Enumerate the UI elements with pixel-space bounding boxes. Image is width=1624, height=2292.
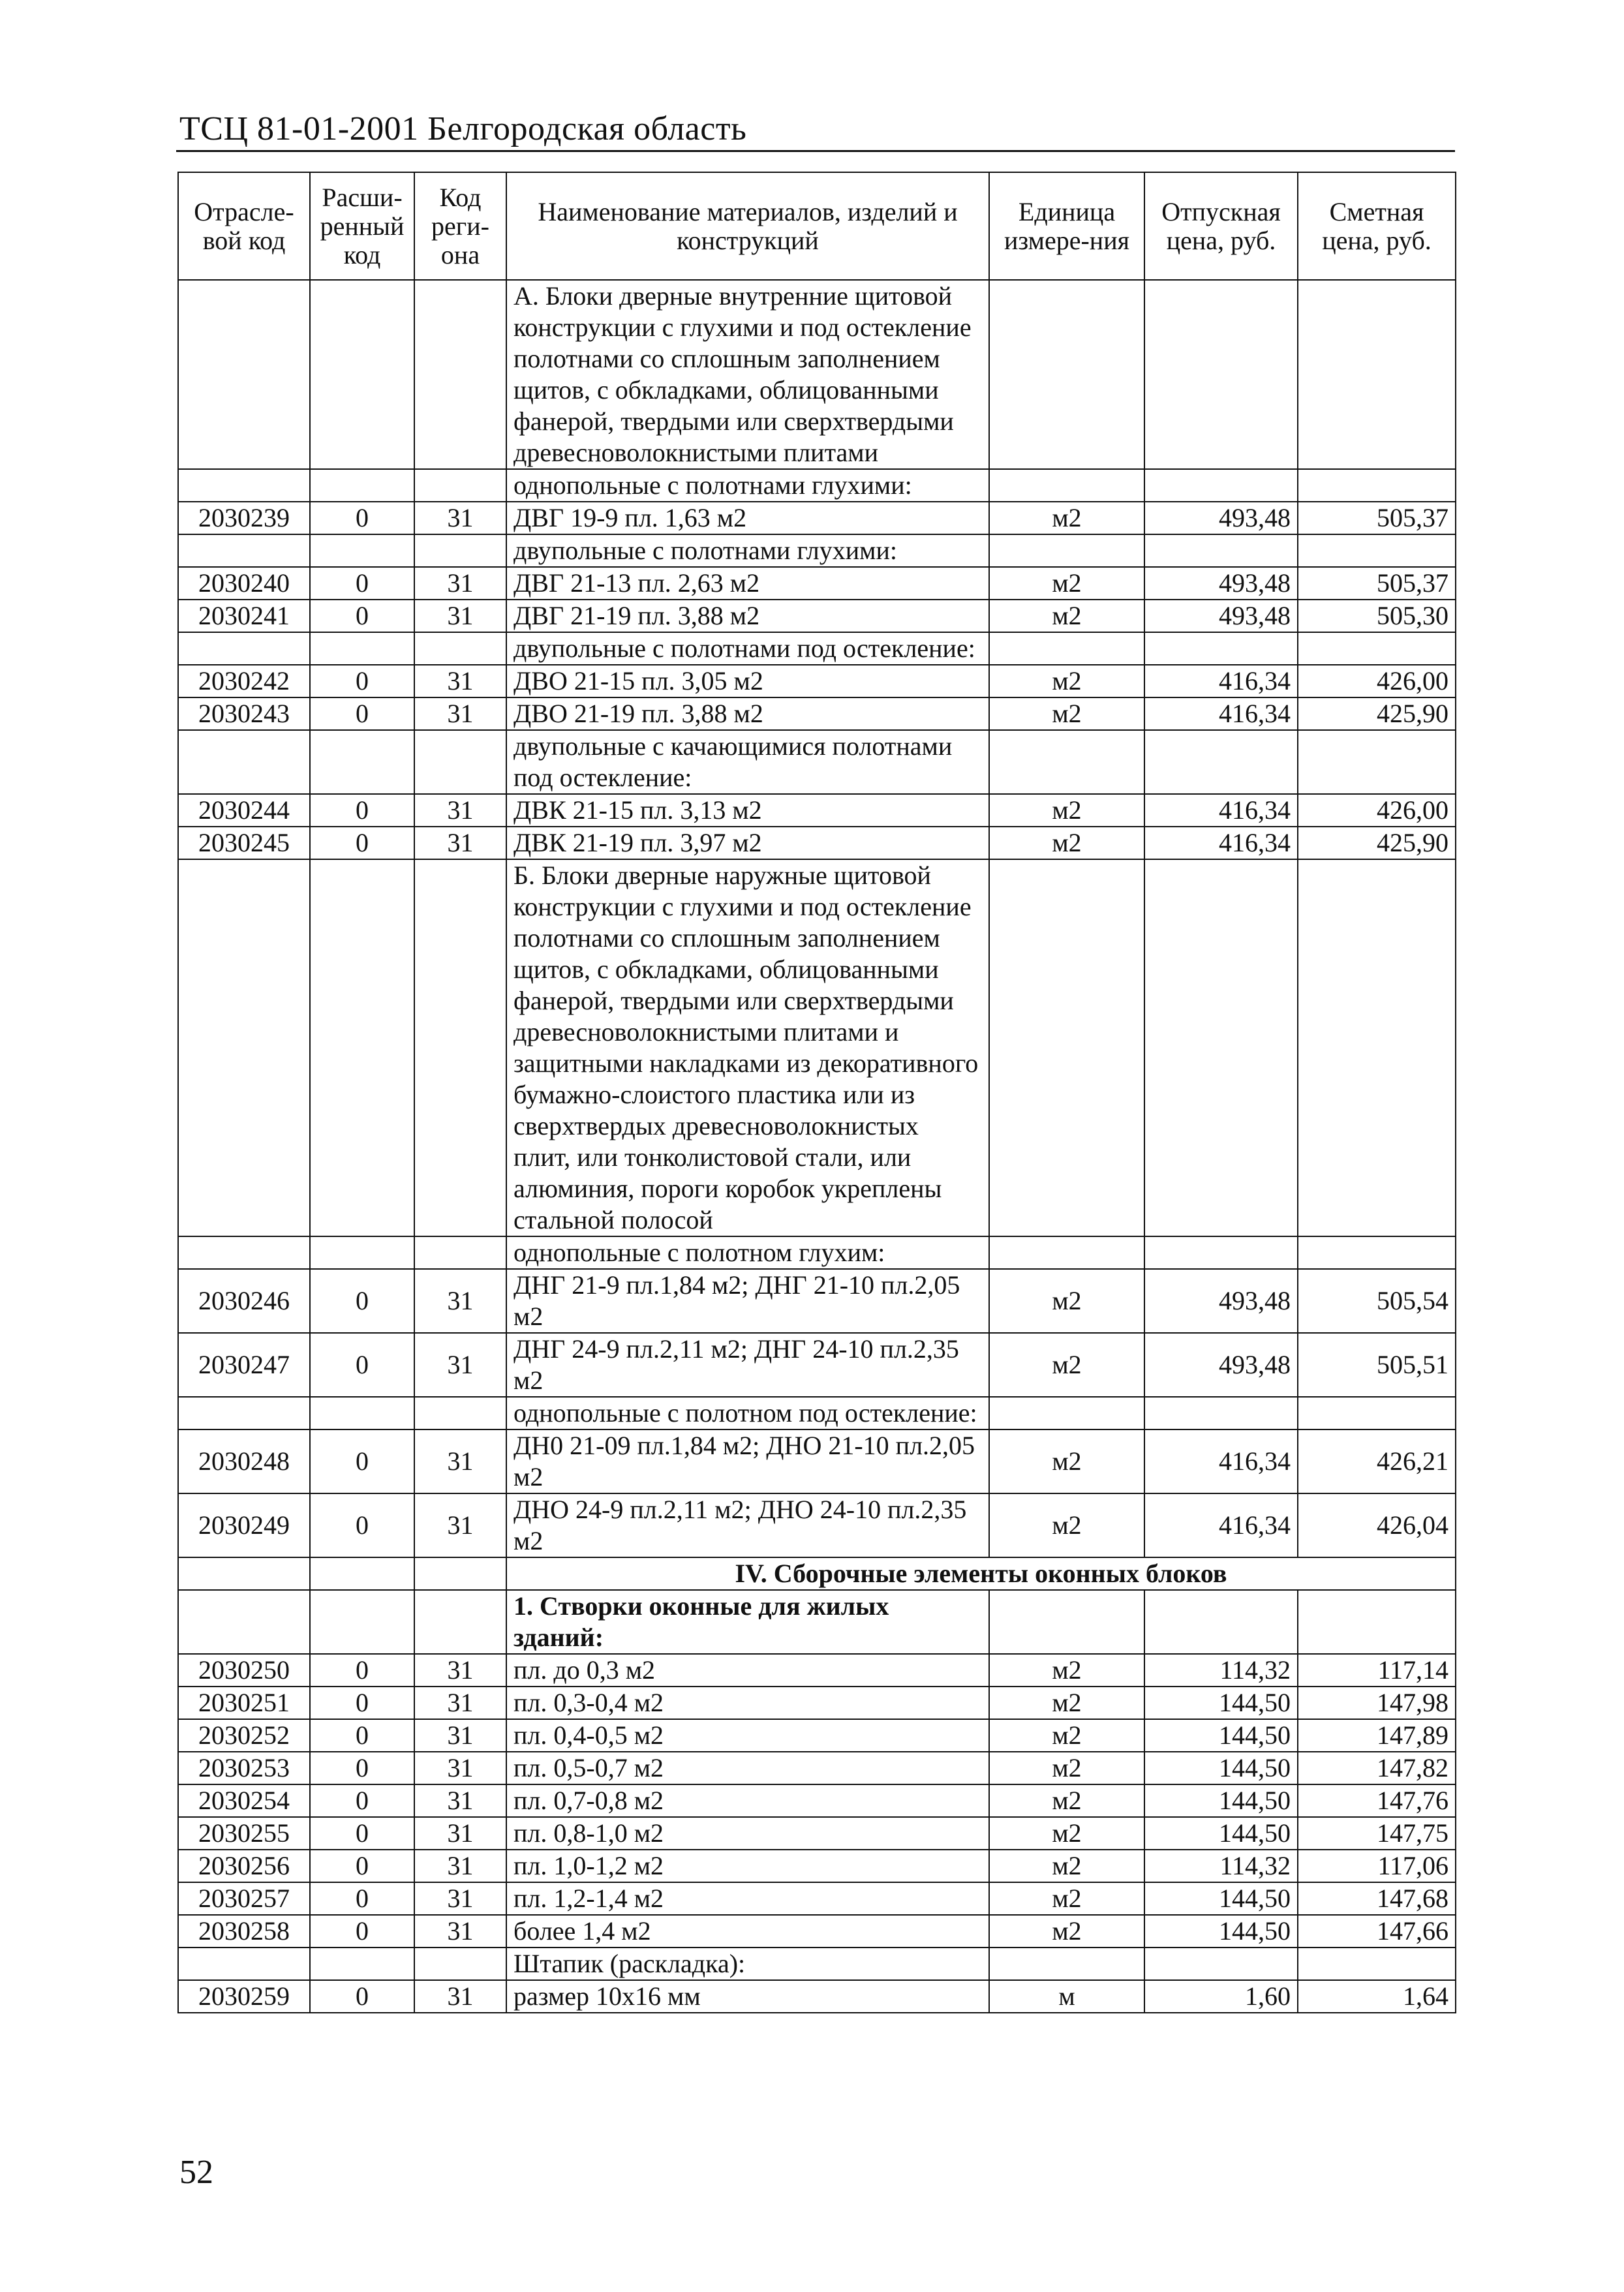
empty-cell: [178, 469, 310, 502]
cell-unit: м2: [989, 1882, 1144, 1915]
table-row: [178, 827, 1456, 859]
empty-cell: [310, 280, 414, 469]
cell-release-price: 493,48: [1144, 600, 1298, 632]
chapter-title: IV. Сборочные элементы оконных блоков: [506, 1557, 1456, 1590]
cell-ext-code: 0: [310, 1784, 414, 1817]
table-row: [178, 567, 1456, 600]
cell-region-code: 31: [414, 1719, 506, 1752]
cell-release-price: 416,34: [1144, 665, 1298, 697]
cell-unit: м2: [989, 1719, 1144, 1752]
table-row: [178, 1784, 1456, 1817]
cell-ext-code: 0: [310, 1817, 414, 1850]
cell-name: ДВО 21-15 пл. 3,05 м2: [506, 665, 989, 697]
cell-code: 2030239: [178, 502, 310, 534]
empty-cell: [1144, 730, 1298, 794]
empty-cell: [414, 534, 506, 567]
cell-estimate-price: 505,54: [1298, 1269, 1456, 1333]
cell-name: пл. 0,7-0,8 м2: [506, 1784, 989, 1817]
cell-unit: м: [989, 1980, 1144, 2013]
table-row: [178, 665, 1456, 697]
empty-cell: [414, 859, 506, 1236]
cell-estimate-price: 505,37: [1298, 567, 1456, 600]
group-title: двупольные с полотнами под остекление:: [506, 632, 989, 665]
cell-region-code: 31: [414, 1333, 506, 1397]
empty-cell: [178, 1397, 310, 1429]
empty-cell: [310, 1590, 414, 1654]
empty-cell: [1144, 534, 1298, 567]
table-row: [178, 1687, 1456, 1719]
empty-cell: [1298, 859, 1456, 1236]
cell-ext-code: 0: [310, 1269, 414, 1333]
cell-unit: м2: [989, 567, 1144, 600]
empty-cell: [310, 632, 414, 665]
empty-cell: [989, 534, 1144, 567]
cell-release-price: 416,34: [1144, 794, 1298, 827]
empty-cell: [414, 632, 506, 665]
cell-ext-code: 0: [310, 1882, 414, 1915]
cell-release-price: 144,50: [1144, 1784, 1298, 1817]
cell-region-code: 31: [414, 1882, 506, 1915]
cell-code: 2030241: [178, 600, 310, 632]
col-header-name: Наименование материалов, изделий и конструкций: [506, 172, 989, 280]
group-title: Штапик (раскладка):: [506, 1948, 989, 1980]
cell-name: пл. 0,3-0,4 м2: [506, 1687, 989, 1719]
table-row: [178, 600, 1456, 632]
empty-cell: [310, 1557, 414, 1590]
cell-name: ДВО 21-19 пл. 3,88 м2: [506, 697, 989, 730]
cell-ext-code: 0: [310, 1850, 414, 1882]
cell-release-price: 144,50: [1144, 1817, 1298, 1850]
table-body: [178, 280, 1456, 2013]
table-row: [178, 1719, 1456, 1752]
table-row: [178, 1850, 1456, 1882]
empty-cell: [310, 1948, 414, 1980]
empty-cell: [414, 730, 506, 794]
col-header-unit: Единица измере-ния: [989, 172, 1144, 280]
empty-cell: [178, 730, 310, 794]
cell-estimate-price: 426,00: [1298, 665, 1456, 697]
empty-cell: [178, 1590, 310, 1654]
cell-region-code: 31: [414, 1817, 506, 1850]
cell-name: ДВГ 21-13 пл. 2,63 м2: [506, 567, 989, 600]
cell-estimate-price: 425,90: [1298, 697, 1456, 730]
cell-region-code: 31: [414, 567, 506, 600]
empty-cell: [1298, 280, 1456, 469]
cell-estimate-price: 117,06: [1298, 1850, 1456, 1882]
page-number: 52: [179, 2154, 213, 2191]
cell-unit: м2: [989, 1269, 1144, 1333]
col-header-estimate-price: Сметная цена, руб.: [1298, 172, 1456, 280]
empty-cell: [310, 859, 414, 1236]
cell-name: более 1,4 м2: [506, 1915, 989, 1948]
cell-code: 2030259: [178, 1980, 310, 2013]
cell-region-code: 31: [414, 1269, 506, 1333]
group-title: однопольные с полотнами глухими:: [506, 469, 989, 502]
cell-code: 2030242: [178, 665, 310, 697]
col-header-ext: Расши-ренный код: [310, 172, 414, 280]
table-row: [178, 1429, 1456, 1493]
empty-cell: [989, 632, 1144, 665]
cell-estimate-price: 505,37: [1298, 502, 1456, 534]
cell-region-code: 31: [414, 697, 506, 730]
cell-ext-code: 0: [310, 1687, 414, 1719]
group-row: [178, 1948, 1456, 1980]
cell-ext-code: 0: [310, 1333, 414, 1397]
cell-release-price: 493,48: [1144, 1333, 1298, 1397]
empty-cell: [1144, 632, 1298, 665]
cell-code: 2030252: [178, 1719, 310, 1752]
empty-cell: [178, 1236, 310, 1269]
cell-code: 2030254: [178, 1784, 310, 1817]
empty-cell: [310, 730, 414, 794]
table-row: [178, 1817, 1456, 1850]
cell-estimate-price: 147,76: [1298, 1784, 1456, 1817]
header-rule: [176, 150, 1455, 152]
empty-cell: [310, 469, 414, 502]
cell-unit: м2: [989, 1429, 1144, 1493]
section-row: [178, 280, 1456, 469]
cell-region-code: 31: [414, 1687, 506, 1719]
cell-code: 2030255: [178, 1817, 310, 1850]
empty-cell: [989, 469, 1144, 502]
cell-ext-code: 0: [310, 1752, 414, 1784]
empty-cell: [414, 469, 506, 502]
chapter-row: [178, 1557, 1456, 1590]
table-row: [178, 1752, 1456, 1784]
cell-region-code: 31: [414, 1654, 506, 1687]
empty-cell: [1298, 1948, 1456, 1980]
empty-cell: [1144, 469, 1298, 502]
empty-cell: [414, 1948, 506, 1980]
cell-name: пл. 0,5-0,7 м2: [506, 1752, 989, 1784]
cell-name: ДВГ 21-19 пл. 3,88 м2: [506, 600, 989, 632]
cell-region-code: 31: [414, 794, 506, 827]
cell-release-price: 144,50: [1144, 1882, 1298, 1915]
cell-name: пл. 0,8-1,0 м2: [506, 1817, 989, 1850]
cell-name: ДН0 21-09 пл.1,84 м2; ДНО 21-10 пл.2,05 м2: [506, 1429, 989, 1493]
group-row: [178, 1236, 1456, 1269]
cell-release-price: 416,34: [1144, 827, 1298, 859]
table-row: [178, 1493, 1456, 1557]
cell-release-price: 416,34: [1144, 1493, 1298, 1557]
empty-cell: [1298, 469, 1456, 502]
empty-cell: [1298, 534, 1456, 567]
empty-cell: [989, 1397, 1144, 1429]
empty-cell: [414, 1590, 506, 1654]
cell-region-code: 31: [414, 600, 506, 632]
table-row: [178, 1882, 1456, 1915]
cell-region-code: 31: [414, 1980, 506, 2013]
cell-name: пл. 0,4-0,5 м2: [506, 1719, 989, 1752]
empty-cell: [414, 1557, 506, 1590]
empty-cell: [989, 1948, 1144, 1980]
cell-code: 2030248: [178, 1429, 310, 1493]
empty-cell: [989, 1236, 1144, 1269]
group-row: [178, 1397, 1456, 1429]
empty-cell: [178, 280, 310, 469]
empty-cell: [1144, 1397, 1298, 1429]
table-header-row: [178, 172, 1456, 280]
cell-name: ДНГ 21-9 пл.1,84 м2; ДНГ 21-10 пл.2,05 м2: [506, 1269, 989, 1333]
cell-ext-code: 0: [310, 1429, 414, 1493]
cell-unit: м2: [989, 1752, 1144, 1784]
table-row: [178, 1654, 1456, 1687]
empty-cell: [310, 1397, 414, 1429]
empty-cell: [414, 1236, 506, 1269]
cell-region-code: 31: [414, 1850, 506, 1882]
cell-unit: м2: [989, 1654, 1144, 1687]
cell-unit: м2: [989, 600, 1144, 632]
cell-unit: м2: [989, 1915, 1144, 1948]
cell-region-code: 31: [414, 1493, 506, 1557]
cell-release-price: 493,48: [1144, 502, 1298, 534]
empty-cell: [989, 730, 1144, 794]
cell-region-code: 31: [414, 1784, 506, 1817]
section-title: Б. Блоки дверные наружные щитовой конструкции с глухими и под остекление полотнами со сплошным заполнением щитов, с обкладками, облицованными фанерой, твердыми или сверхтвердыми древесноволокнистыми плитами и защитными накладками из декоративного бумажно-слоистого пластика или из сверхтвердых древесноволокнистых плит, или тонколистовой стали, или алюминия, пороги коробок укреплены стальной полосой: [506, 859, 989, 1236]
cell-ext-code: 0: [310, 567, 414, 600]
cell-release-price: 416,34: [1144, 697, 1298, 730]
cell-unit: м2: [989, 1687, 1144, 1719]
empty-cell: [178, 632, 310, 665]
col-header-release-price: Отпускная цена, руб.: [1144, 172, 1298, 280]
cell-region-code: 31: [414, 1915, 506, 1948]
group-row: [178, 730, 1456, 794]
cell-estimate-price: 147,89: [1298, 1719, 1456, 1752]
empty-cell: [1144, 859, 1298, 1236]
cell-unit: м2: [989, 827, 1144, 859]
cell-code: 2030253: [178, 1752, 310, 1784]
price-table: [177, 172, 1456, 2013]
cell-name: пл. 1,2-1,4 м2: [506, 1882, 989, 1915]
cell-code: 2030247: [178, 1333, 310, 1397]
empty-cell: [178, 534, 310, 567]
cell-estimate-price: 147,98: [1298, 1687, 1456, 1719]
table-row: [178, 502, 1456, 534]
table-row: [178, 794, 1456, 827]
empty-cell: [1298, 1397, 1456, 1429]
cell-release-price: 144,50: [1144, 1687, 1298, 1719]
cell-ext-code: 0: [310, 665, 414, 697]
empty-cell: [178, 1948, 310, 1980]
cell-estimate-price: 1,64: [1298, 1980, 1456, 2013]
cell-estimate-price: 426,21: [1298, 1429, 1456, 1493]
cell-code: 2030256: [178, 1850, 310, 1882]
cell-name: ДНГ 24-9 пл.2,11 м2; ДНГ 24-10 пл.2,35 м2: [506, 1333, 989, 1397]
cell-release-price: 1,60: [1144, 1980, 1298, 2013]
empty-cell: [178, 1557, 310, 1590]
table-row: [178, 1333, 1456, 1397]
cell-ext-code: 0: [310, 1719, 414, 1752]
empty-cell: [1298, 730, 1456, 794]
group-row: [178, 469, 1456, 502]
empty-cell: [1144, 280, 1298, 469]
cell-ext-code: 0: [310, 600, 414, 632]
group-title: двупольные с полотнами глухими:: [506, 534, 989, 567]
group-row: [178, 534, 1456, 567]
section-title: А. Блоки дверные внутренние щитовой конструкции с глухими и под остекление полотнами со сплошным заполнением щитов, с обкладками, облицованными фанерой, твердыми или сверхтвердыми древесноволокнистыми плитами: [506, 280, 989, 469]
table-row: [178, 697, 1456, 730]
cell-code: 2030257: [178, 1882, 310, 1915]
cell-unit: м2: [989, 665, 1144, 697]
cell-region-code: 31: [414, 502, 506, 534]
col-header-region: Код реги-она: [414, 172, 506, 280]
cell-name: пл. до 0,3 м2: [506, 1654, 989, 1687]
cell-unit: м2: [989, 1493, 1144, 1557]
cell-release-price: 144,50: [1144, 1719, 1298, 1752]
cell-estimate-price: 425,90: [1298, 827, 1456, 859]
cell-release-price: 144,50: [1144, 1915, 1298, 1948]
cell-estimate-price: 505,30: [1298, 600, 1456, 632]
empty-cell: [1298, 1236, 1456, 1269]
cell-name: ДНО 24-9 пл.2,11 м2; ДНО 24-10 пл.2,35 м2: [506, 1493, 989, 1557]
cell-estimate-price: 426,04: [1298, 1493, 1456, 1557]
cell-estimate-price: 117,14: [1298, 1654, 1456, 1687]
empty-cell: [989, 859, 1144, 1236]
group-title: двупольные с качающимися полотнами под остекление:: [506, 730, 989, 794]
cell-code: 2030245: [178, 827, 310, 859]
cell-ext-code: 0: [310, 1980, 414, 2013]
cell-code: 2030240: [178, 567, 310, 600]
group-title: однопольные с полотном глухим:: [506, 1236, 989, 1269]
table-row: [178, 1915, 1456, 1948]
cell-estimate-price: 147,82: [1298, 1752, 1456, 1784]
cell-estimate-price: 505,51: [1298, 1333, 1456, 1397]
empty-cell: [414, 1397, 506, 1429]
cell-region-code: 31: [414, 665, 506, 697]
cell-estimate-price: 147,68: [1298, 1882, 1456, 1915]
empty-cell: [1144, 1590, 1298, 1654]
cell-ext-code: 0: [310, 1915, 414, 1948]
section-row: [178, 859, 1456, 1236]
cell-unit: м2: [989, 794, 1144, 827]
empty-cell: [989, 280, 1144, 469]
cell-code: 2030249: [178, 1493, 310, 1557]
cell-name: ДВК 21-15 пл. 3,13 м2: [506, 794, 989, 827]
cell-ext-code: 0: [310, 794, 414, 827]
cell-code: 2030251: [178, 1687, 310, 1719]
cell-code: 2030244: [178, 794, 310, 827]
empty-cell: [989, 1590, 1144, 1654]
cell-release-price: 493,48: [1144, 567, 1298, 600]
table-row: [178, 1269, 1456, 1333]
empty-cell: [310, 534, 414, 567]
cell-release-price: 144,50: [1144, 1752, 1298, 1784]
group-row: [178, 632, 1456, 665]
cell-code: 2030258: [178, 1915, 310, 1948]
subsection-row: [178, 1590, 1456, 1654]
cell-code: 2030250: [178, 1654, 310, 1687]
cell-unit: м2: [989, 1784, 1144, 1817]
empty-cell: [1144, 1236, 1298, 1269]
group-title: однопольные с полотном под остекление:: [506, 1397, 989, 1429]
col-header-code: Отрасле-вой код: [178, 172, 310, 280]
cell-estimate-price: 147,66: [1298, 1915, 1456, 1948]
cell-release-price: 493,48: [1144, 1269, 1298, 1333]
cell-ext-code: 0: [310, 697, 414, 730]
cell-unit: м2: [989, 1850, 1144, 1882]
empty-cell: [310, 1236, 414, 1269]
cell-release-price: 114,32: [1144, 1654, 1298, 1687]
cell-name: размер 10х16 мм: [506, 1980, 989, 2013]
cell-ext-code: 0: [310, 1654, 414, 1687]
cell-ext-code: 0: [310, 1493, 414, 1557]
cell-name: ДВК 21-19 пл. 3,97 м2: [506, 827, 989, 859]
empty-cell: [178, 859, 310, 1236]
empty-cell: [1298, 1590, 1456, 1654]
cell-estimate-price: 426,00: [1298, 794, 1456, 827]
cell-unit: м2: [989, 502, 1144, 534]
cell-code: 2030243: [178, 697, 310, 730]
cell-release-price: 416,34: [1144, 1429, 1298, 1493]
cell-unit: м2: [989, 1817, 1144, 1850]
cell-estimate-price: 147,75: [1298, 1817, 1456, 1850]
cell-ext-code: 0: [310, 502, 414, 534]
cell-region-code: 31: [414, 827, 506, 859]
cell-unit: м2: [989, 1333, 1144, 1397]
empty-cell: [1298, 632, 1456, 665]
cell-release-price: 114,32: [1144, 1850, 1298, 1882]
cell-name: пл. 1,0-1,2 м2: [506, 1850, 989, 1882]
cell-region-code: 31: [414, 1429, 506, 1493]
empty-cell: [1144, 1948, 1298, 1980]
subsection-title: 1. Створки оконные для жилых зданий:: [506, 1590, 989, 1654]
table-row: [178, 1980, 1456, 2013]
cell-name: ДВГ 19-9 пл. 1,63 м2: [506, 502, 989, 534]
cell-unit: м2: [989, 697, 1144, 730]
cell-region-code: 31: [414, 1752, 506, 1784]
cell-ext-code: 0: [310, 827, 414, 859]
empty-cell: [414, 280, 506, 469]
cell-code: 2030246: [178, 1269, 310, 1333]
page-header: ТСЦ 81-01-2001 Белгородская область: [179, 110, 747, 147]
